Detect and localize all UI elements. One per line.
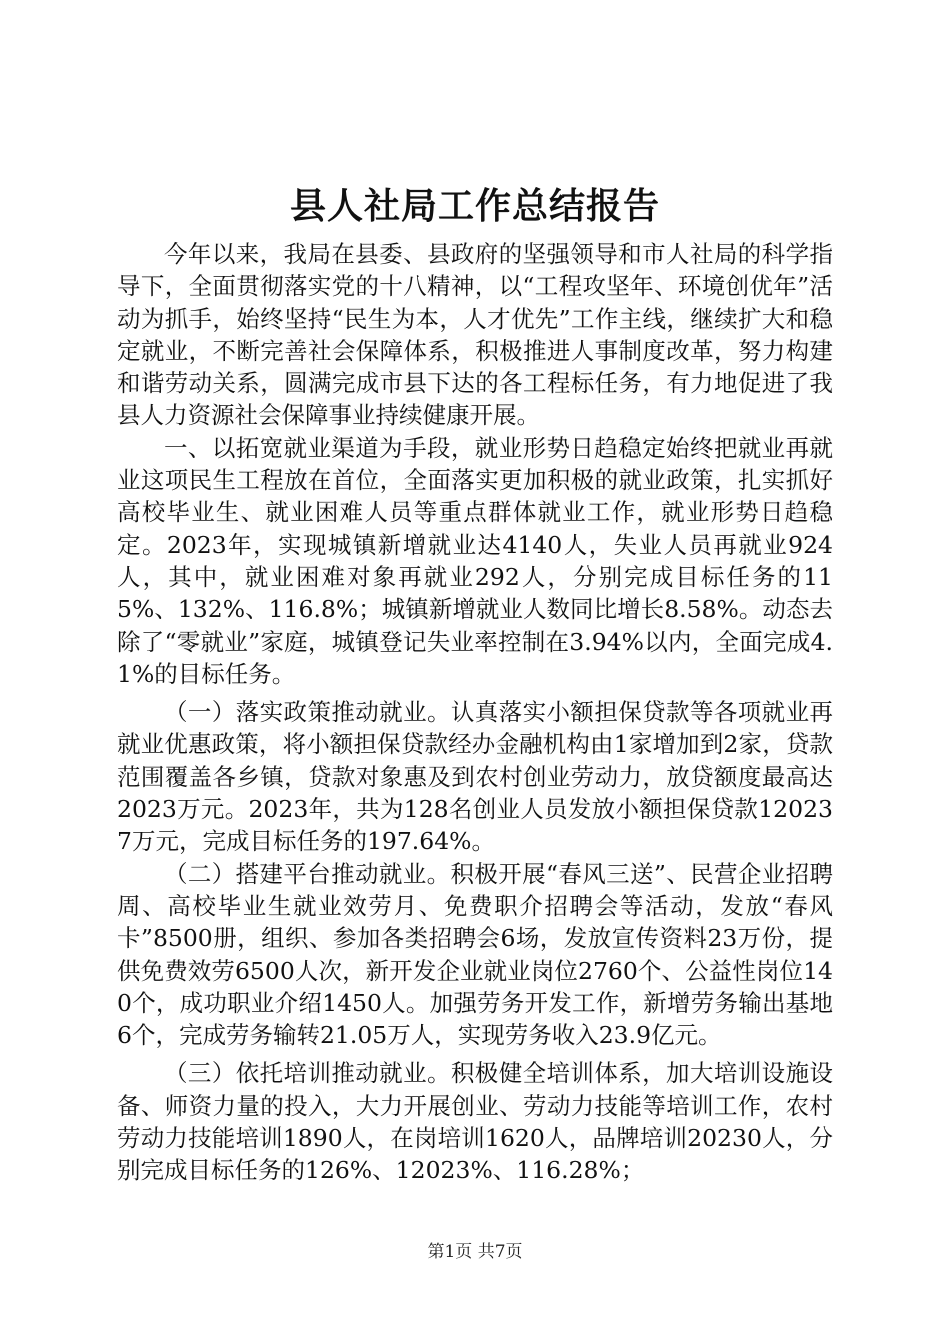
paragraph-subsection-1: （一）落实政策推动就业。认真落实小额担保贷款等各项就业再就业优惠政策，将小额担保贷款经办金融机构由1家增加到2家，贷款范围覆盖各乡镇，贷款对象惠及到农村创业劳动力，放贷额度最高达2023万元。2023年，共为128名创业人员发放小额担保贷款120237万元，完成目标任务的197.64%。 [117, 698, 833, 856]
document-body [117, 238, 833, 1187]
paragraph-intro: 今年以来，我局在县委、县政府的坚强领导和市人社局的科学指导下，全面贯彻落实党的十八精神，以“工程攻坚年、环境创优年”活动为抓手，始终坚持“民生为本，人才优先”工作主线，继续扩大和稳定就业，不断完善社会保障体系，积极推进人事制度改革，努力构建和谐劳动关系，圆满完成市县下达的各工程标任务，有力地促进了我县人力资源社会保障事业持续健康开展。 [117, 240, 833, 430]
paragraph-subsection-3: （三）依托培训推动就业。积极健全培训体系，加大培训设施设备、师资力量的投入，大力开展创业、劳动力技能等培训工作，农村劳动力技能培训1890人，在岗培训1620人，品牌培训20230人，分别完成目标任务的126%、12023%、116.28%； [117, 1059, 833, 1185]
page-footer: 第1页 共7页 [427, 1242, 523, 1262]
document-title: 县人社局工作总结报告 [289, 185, 660, 227]
paragraph-section-1: 一、以拓宽就业渠道为手段，就业形势日趋稳定始终把就业再就业这项民生工程放在首位，全面落实更加积极的就业政策，扎实抓好高校毕业生、就业困难人员等重点群体就业工作，就业形势日趋稳定。2023年，实现城镇新增就业达4140人，失业人员再就业924人，其中，就业困难对象再就业292人，分别完成目标任务的115%、132%、116.8%；城镇新增就业人数同比增长8.58%。动态去除了“零就业”家庭，城镇登记失业率控制在3.94%以内，全面完成4.1%的目标任务。 [117, 433, 833, 688]
paragraph-subsection-2: （二）搭建平台推动就业。积极开展“春风三送”、民营企业招聘周、高校毕业生就业效劳月、免费职介招聘会等活动，发放“春风卡”8500册，组织、参加各类招聘会6场，发放宣传资料23万份，提供免费效劳6500人次，新开发企业就业岗位2760个、公益性岗位140个，成功职业介绍1450人。加强劳务开发工作，新增劳务输出基地6个，完成劳务输转21.05万人，实现劳务收入23.9亿元。 [117, 859, 833, 1050]
